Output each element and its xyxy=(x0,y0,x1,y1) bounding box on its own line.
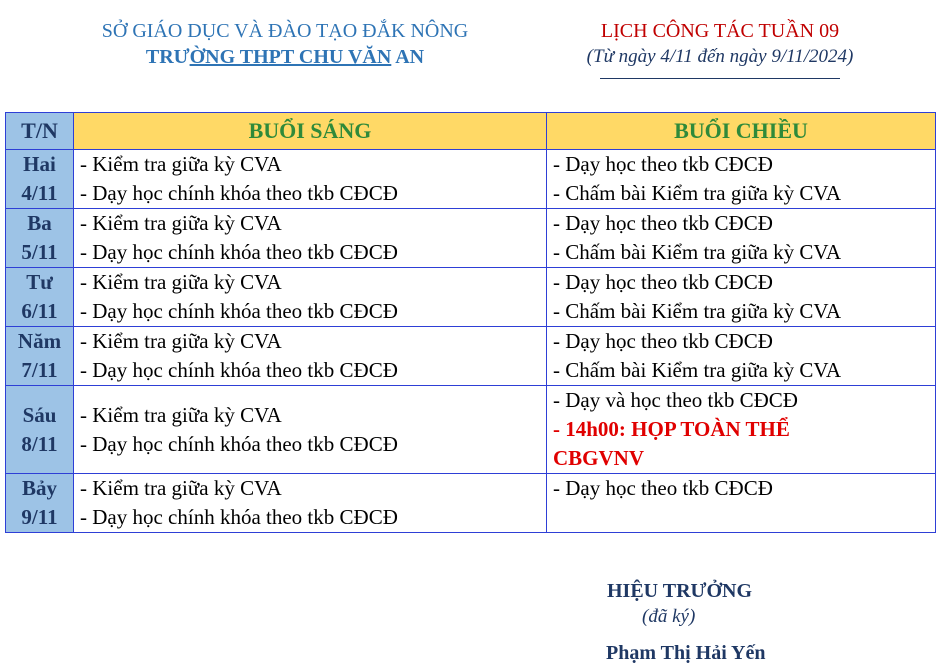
day-date: 6/11 xyxy=(21,299,58,323)
activity-line: - Chấm bài Kiểm tra giữa kỳ CVA xyxy=(553,240,842,264)
schedule-table xyxy=(5,112,936,533)
table-row xyxy=(6,150,936,209)
title-divider xyxy=(600,78,840,79)
activity-line: - Kiểm tra giữa kỳ CVA xyxy=(80,270,282,294)
signer-role: HIỆU TRƯỞNG xyxy=(607,580,753,602)
signed-note: (đã ký) xyxy=(642,606,696,627)
afternoon-cell xyxy=(547,150,936,209)
day-date: 5/11 xyxy=(21,240,58,264)
table-row xyxy=(6,268,936,327)
column-header-morning: BUỔI SÁNG xyxy=(74,113,547,150)
department-name: SỞ GIÁO DỤC VÀ ĐÀO TẠO ĐẮK NÔNG xyxy=(101,20,469,42)
day-name: Sáu xyxy=(22,402,57,427)
morning-cell xyxy=(74,268,547,327)
column-header-day: T/N xyxy=(6,113,74,150)
activity-line: - Dạy học theo tkb CĐCĐ xyxy=(553,329,773,353)
morning-cell xyxy=(74,327,547,386)
afternoon-cell xyxy=(547,386,936,474)
signature-block xyxy=(600,578,800,666)
activity-line: - Kiểm tra giữa kỳ CVA xyxy=(80,476,282,500)
school-name-part: ỜNG THPT CHU VĂN xyxy=(189,46,392,68)
activity-line: - Kiểm tra giữa kỳ CVA xyxy=(80,329,282,353)
day-cell xyxy=(6,268,74,327)
morning-cell xyxy=(74,386,547,474)
table-row xyxy=(6,474,936,533)
table-row xyxy=(6,386,936,474)
activity-line: - Dạy và học theo tkb CĐCĐ xyxy=(553,388,798,412)
header-right xyxy=(560,18,880,79)
day-cell xyxy=(6,327,74,386)
day-cell xyxy=(6,386,74,474)
activity-line: - Dạy học chính khóa theo tkb CĐCĐ xyxy=(80,505,398,529)
morning-cell xyxy=(74,209,547,268)
morning-cell xyxy=(74,474,547,533)
table-row xyxy=(6,209,936,268)
activity-line: - Dạy học theo tkb CĐCĐ xyxy=(553,270,773,294)
activity-line: - Chấm bài Kiểm tra giữa kỳ CVA xyxy=(553,358,842,382)
column-header-afternoon: BUỔI CHIỀU xyxy=(547,113,936,150)
activity-line: - Dạy học chính khóa theo tkb CĐCĐ xyxy=(80,181,398,205)
activity-line: - Chấm bài Kiểm tra giữa kỳ CVA xyxy=(553,299,842,323)
day-cell xyxy=(6,209,74,268)
activity-line: - Dạy học chính khóa theo tkb CĐCĐ xyxy=(80,431,398,456)
date-range: (Từ ngày 4/11 đến ngày 9/11/2024) xyxy=(586,46,854,67)
afternoon-cell xyxy=(547,268,936,327)
activity-line: - Dạy học chính khóa theo tkb CĐCĐ xyxy=(80,358,398,382)
afternoon-cell xyxy=(547,327,936,386)
activity-line: - Kiểm tra giữa kỳ CVA xyxy=(80,152,282,176)
activity-line: - Chấm bài Kiểm tra giữa kỳ CVA xyxy=(553,181,842,205)
schedule-title: LỊCH CÔNG TÁC TUẦN 09 xyxy=(600,20,840,42)
activity-line: - Kiểm tra giữa kỳ CVA xyxy=(80,402,282,427)
day-name: Ba xyxy=(27,211,52,235)
day-date: 7/11 xyxy=(21,358,58,382)
activity-line: - Dạy học chính khóa theo tkb CĐCĐ xyxy=(80,299,398,323)
school-name xyxy=(70,44,500,70)
activity-line: - Dạy học theo tkb CĐCĐ xyxy=(553,211,773,235)
activity-line: - Dạy học theo tkb CĐCĐ xyxy=(553,476,773,500)
day-name: Bảy xyxy=(21,476,57,500)
day-name: Năm xyxy=(17,329,62,353)
signer-name: Phạm Thị Hải Yến xyxy=(606,642,766,664)
activity-line: - Dạy học theo tkb CĐCĐ xyxy=(553,152,773,176)
day-date: 8/11 xyxy=(21,431,58,456)
school-name-part: AN xyxy=(391,46,425,68)
day-date: 4/11 xyxy=(21,181,58,205)
day-cell xyxy=(6,474,74,533)
day-name: Tư xyxy=(26,270,53,294)
afternoon-cell xyxy=(547,474,936,533)
morning-cell xyxy=(74,150,547,209)
table-header-row xyxy=(6,113,936,150)
meeting-notice: - 14h00: HỌP TOÀN THỂ xyxy=(553,417,790,441)
meeting-notice: CBGVNV xyxy=(553,446,645,470)
schedule-body xyxy=(6,150,936,533)
table-row xyxy=(6,327,936,386)
day-date: 9/11 xyxy=(21,505,58,529)
day-cell xyxy=(6,150,74,209)
day-name: Hai xyxy=(23,152,56,176)
school-name-part: TRƯ xyxy=(145,46,190,68)
activity-line: - Dạy học chính khóa theo tkb CĐCĐ xyxy=(80,240,398,264)
activity-line: - Kiểm tra giữa kỳ CVA xyxy=(80,211,282,235)
header-left xyxy=(70,18,500,70)
afternoon-cell xyxy=(547,209,936,268)
